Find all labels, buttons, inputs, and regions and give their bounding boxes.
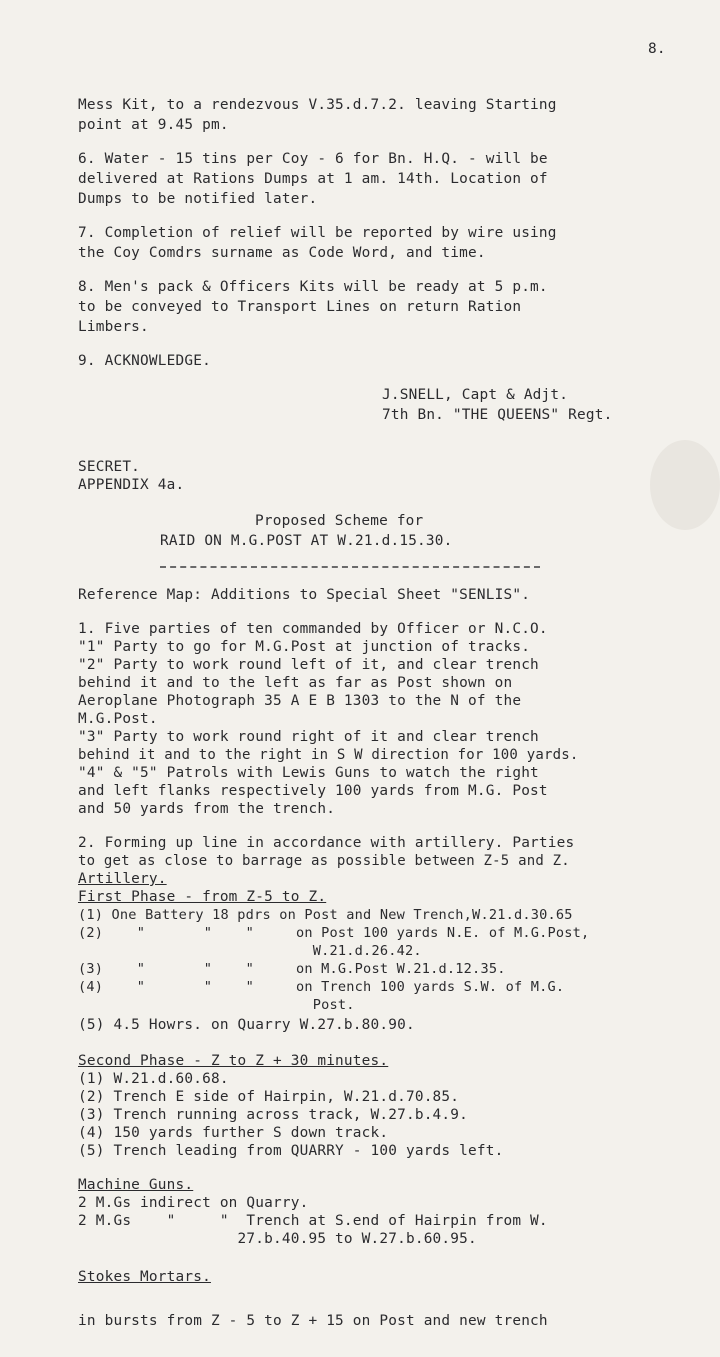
paragraph-8-line: to be conveyed to Transport Lines on return Ration	[78, 299, 522, 315]
stokes-mortars-line: in bursts from Z - 5 to Z + 15 on Post and new trench	[78, 1313, 548, 1329]
paragraph-8-line: Limbers.	[78, 319, 149, 335]
machine-guns-row: 2 M.Gs indirect on Quarry.	[78, 1195, 309, 1211]
appendix-label: APPENDIX 4a.	[78, 477, 185, 493]
signature-line: J.SNELL, Capt & Adjt.	[382, 387, 569, 403]
artillery-heading: Artillery.	[78, 871, 167, 887]
paragraph-1-line: 1. Five parties of ten commanded by Officer or N.C.O.	[78, 621, 548, 637]
paragraph-6-line: 6. Water - 15 tins per Coy - 6 for Bn. H.Q. - will be	[78, 151, 548, 167]
paragraph-7-line: the Coy Comdrs surname as Code Word, and time.	[78, 245, 486, 261]
second-phase-row: (1) W.21.d.60.68.	[78, 1071, 229, 1087]
paragraph-1-line: "3" Party to work round right of it and clear trench	[78, 729, 539, 745]
paragraph-1-line: behind it and to the left as far as Post shown on	[78, 675, 513, 691]
second-phase-row: (4) 150 yards further S down track.	[78, 1125, 389, 1141]
artillery-row: (2) " " " on Post 100 yards N.E. of M.G.Post,	[78, 925, 590, 941]
artillery-row: Post.	[78, 997, 355, 1013]
paragraph-1-line: and left flanks respectively 100 yards from M.G. Post	[78, 783, 548, 799]
secret-label: SECRET.	[78, 459, 141, 475]
paragraph-1-line: Aeroplane Photograph 35 A E B 1303 to the N of the	[78, 693, 522, 709]
machine-guns-row: 2 M.Gs " " Trench at S.end of Hairpin from W.	[78, 1213, 548, 1229]
paragraph-9: 9. ACKNOWLEDGE.	[78, 353, 211, 369]
paper-stain	[650, 440, 720, 530]
paragraph-1-line: and 50 yards from the trench.	[78, 801, 336, 817]
title-divider	[160, 566, 540, 568]
artillery-row: (5) 4.5 Howrs. on Quarry W.27.b.80.90.	[78, 1017, 415, 1033]
paragraph-6-line: delivered at Rations Dumps at 1 am. 14th. Location of	[78, 171, 548, 187]
artillery-row: (1) One Battery 18 pdrs on Post and New Trench,W.21.d.30.65	[78, 907, 573, 923]
paragraph-1-line: "1" Party to go for M.G.Post at junction of tracks.	[78, 639, 531, 655]
paragraph-2-line: to get as close to barrage as possible between Z-5 and Z.	[78, 853, 570, 869]
stokes-mortars-heading: Stokes Mortars.	[78, 1269, 211, 1285]
signature-line: 7th Bn. "THE QUEENS" Regt.	[382, 407, 613, 423]
paragraph-1-line: behind it and to the right in S W direction for 100 yards.	[78, 747, 579, 763]
second-phase-row: (2) Trench E side of Hairpin, W.21.d.70.85.	[78, 1089, 460, 1105]
paragraph-1-line: "4" & "5" Patrols with Lewis Guns to watch the right	[78, 765, 539, 781]
second-phase-row: (3) Trench running across track, W.27.b.4.9.	[78, 1107, 469, 1123]
second-phase-row: (5) Trench leading from QUARRY - 100 yards left.	[78, 1143, 504, 1159]
reference-map: Reference Map: Additions to Special Sheet "SENLIS".	[78, 587, 531, 603]
paragraph-6-line: Dumps to be notified later.	[78, 191, 318, 207]
machine-guns-heading: Machine Guns.	[78, 1177, 194, 1193]
scheme-subtitle: RAID ON M.G.POST AT W.21.d.15.30.	[160, 533, 453, 549]
text-line: Mess Kit, to a rendezvous V.35.d.7.2. leaving Starting	[78, 97, 557, 113]
page-number: 8.	[648, 41, 666, 57]
machine-guns-row: 27.b.40.95 to W.27.b.60.95.	[78, 1231, 477, 1247]
artillery-row: (4) " " " on Trench 100 yards S.W. of M.G.	[78, 979, 565, 995]
paragraph-1-line: M.G.Post.	[78, 711, 158, 727]
first-phase-heading: First Phase - from Z-5 to Z.	[78, 889, 327, 905]
artillery-row: (3) " " " on M.G.Post W.21.d.12.35.	[78, 961, 506, 977]
artillery-row: W.21.d.26.42.	[78, 943, 422, 959]
paragraph-2-line: 2. Forming up line in accordance with artillery. Parties	[78, 835, 575, 851]
second-phase-heading: Second Phase - Z to Z + 30 minutes.	[78, 1053, 389, 1069]
paragraph-1-line: "2" Party to work round left of it, and clear trench	[78, 657, 539, 673]
paragraph-7-line: 7. Completion of relief will be reported by wire using	[78, 225, 557, 241]
text-line: point at 9.45 pm.	[78, 117, 229, 133]
scheme-title: Proposed Scheme for	[255, 513, 424, 529]
paragraph-8-line: 8. Men's pack & Officers Kits will be ready at 5 p.m.	[78, 279, 548, 295]
